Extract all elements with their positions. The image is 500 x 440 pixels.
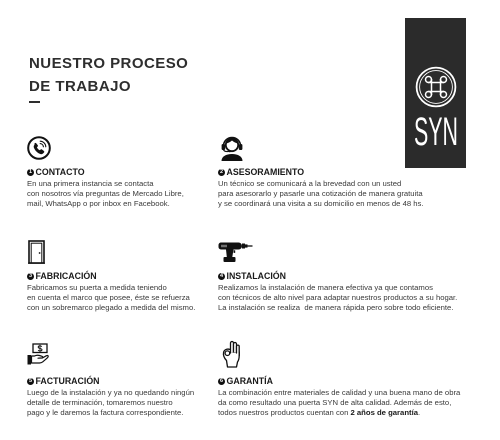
description-line: para asesorarlo y pasarle una cotización de manera gratuita — [218, 189, 423, 198]
description-line: En una primera instancia se contacta — [27, 179, 154, 188]
step-asesoramiento — [218, 133, 496, 223]
phone-icon — [27, 136, 51, 160]
step-label — [27, 376, 100, 386]
warranty-highlight: 2 años de garantía — [350, 408, 418, 417]
step-label — [218, 376, 273, 386]
step-label — [218, 167, 304, 177]
step-title: GARANTÍA — [226, 376, 273, 386]
step-number-badge: 6 — [219, 377, 224, 384]
step-description — [218, 283, 457, 313]
step-number-badge: 2 — [219, 168, 224, 175]
step-instalacion — [218, 237, 496, 327]
step-number-badge: 1 — [28, 168, 33, 175]
step-description — [218, 179, 424, 209]
step-title: CONTACTO — [35, 167, 85, 177]
knot-emblem-icon — [415, 66, 457, 108]
description-line: y se coordinará una visita a su domicilio en menos de 48 hs. — [218, 199, 424, 208]
step-description — [27, 179, 184, 209]
brand-name: SYN — [414, 110, 458, 154]
page-title-line-2: DE TRABAJO — [29, 78, 132, 95]
description-line: con nosotros vía preguntas de Mercado Libre, — [27, 189, 184, 198]
step-title: FABRICACIÓN — [35, 271, 97, 281]
description-line — [218, 408, 460, 418]
step-label — [218, 271, 286, 281]
title-underline — [29, 101, 40, 103]
drill-icon — [218, 238, 253, 263]
page-title-line-1: NUESTRO PROCESO — [29, 55, 189, 72]
hand-money-icon — [27, 343, 49, 366]
description-line: detalle de terminación, tomaremos nuestro — [27, 398, 173, 407]
step-facturacion — [27, 342, 212, 432]
step-label — [27, 167, 85, 177]
door-icon — [28, 240, 45, 264]
description-line: Realizamos la instalación de manera efectiva ya que contamos — [218, 283, 433, 292]
step-contacto — [27, 133, 212, 223]
description-line: La instalación se realiza de manera rápida pero sobre todo eficiente. — [218, 303, 454, 312]
page-title — [29, 52, 188, 98]
step-number-badge: 3 — [28, 272, 33, 279]
step-label — [27, 271, 97, 281]
warranty-text: todos nuestros productos cuentan con — [218, 408, 351, 417]
step-number-badge: 5 — [28, 377, 33, 384]
description-line: en cuenta el marco que posee, éste se refuerza — [27, 293, 190, 302]
step-title: ASESORAMIENTO — [226, 167, 305, 177]
step-garantia — [218, 342, 496, 432]
description-line: da como resultado una puerta SYN de alta calidad. Además de esto, — [218, 398, 452, 407]
step-description — [27, 388, 194, 418]
description-line: La combinación entre materiales de calidad y una buena mano de obra — [218, 388, 461, 397]
ok-hand-icon — [222, 340, 241, 368]
warranty-period: . — [418, 408, 421, 417]
headset-support-icon — [218, 134, 246, 161]
description-line: Luego de la instalación y ya no quedando ningún — [27, 388, 195, 397]
description-line: pago y le daremos la factura correspondiente. — [27, 408, 184, 417]
description-line: Un técnico se comunicará a la brevedad con un usted — [218, 179, 402, 188]
description-line: mail, WhatsApp o por inbox en Facebook. — [27, 199, 170, 208]
step-description — [27, 283, 195, 313]
step-number-badge: 4 — [219, 272, 224, 279]
step-title: FACTURACIÓN — [35, 376, 100, 386]
step-description — [218, 388, 460, 418]
description-line: con técnicos de alto nivel para adaptar nuestros productos a su hogar. — [218, 293, 458, 302]
description-line: con un sobremarco plegado a medida del mismo. — [27, 303, 196, 312]
description-line: Fabricamos su puerta a medida teniendo — [27, 283, 167, 292]
step-fabricacion — [27, 237, 212, 327]
step-title: INSTALACIÓN — [226, 271, 286, 281]
